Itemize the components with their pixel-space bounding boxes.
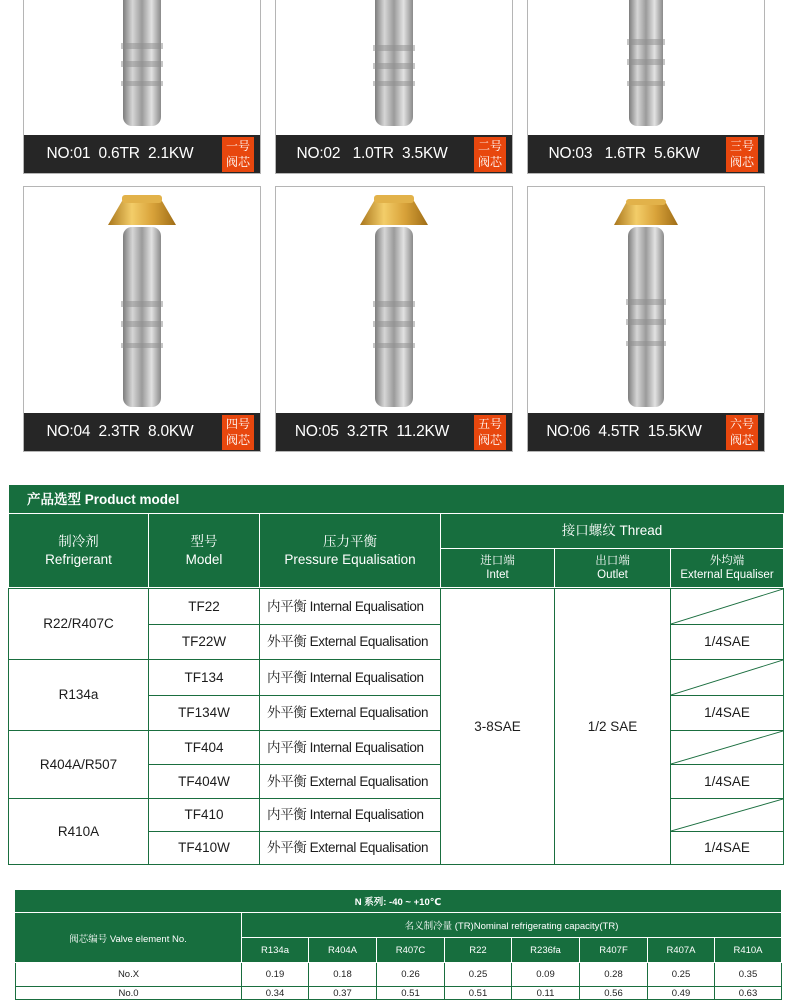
product-badge (726, 415, 758, 450)
valve-core-image (24, 0, 260, 133)
ext-equaliser-cell-empty (670, 588, 784, 625)
pressure-cell: 外平衡 External Equalisation (259, 624, 441, 660)
valve-core-photo (528, 0, 764, 133)
row-label: No.0 (15, 987, 242, 1000)
diagonal-line (671, 731, 783, 764)
refrigerant-cell: R410A (8, 798, 149, 865)
product-model-title: 产品选型 Product model (9, 485, 784, 514)
capacity-cell: 0.56 (580, 987, 648, 1000)
header-en: Intet (486, 569, 509, 581)
badge-number: 五号 (477, 417, 502, 431)
ext-equaliser-cell-empty (670, 659, 784, 696)
product-badge (726, 137, 758, 172)
badge-label: 阀芯 (477, 155, 502, 169)
capacity-cell: 0.09 (512, 963, 580, 987)
ext-equaliser-cell-empty (670, 730, 784, 765)
nominal-capacity-header: 名义制冷量 (TR)Nominal refrigerating capacity(TR) (242, 913, 782, 938)
header-cn: 制冷剂 (58, 533, 99, 549)
capacity-cell: 0.51 (445, 987, 512, 1000)
model-cell: TF22W (148, 624, 260, 660)
header-cn: 进口端 (480, 555, 515, 567)
ext-equaliser-cell-empty (670, 798, 784, 832)
col-header-r236fa: R236fa (512, 938, 580, 963)
model-cell: TF134 (148, 659, 260, 696)
badge-label: 阀芯 (477, 433, 502, 447)
col-header-r404a: R404A (309, 938, 377, 963)
capacity-cell: 0.51 (377, 987, 445, 1000)
col-header-r410a: R410A (715, 938, 782, 963)
col-header-r407f: R407F (580, 938, 648, 963)
col-header-r407c: R407C (377, 938, 445, 963)
model-cell: TF134W (148, 695, 260, 731)
model-cell: TF22 (148, 588, 260, 625)
diagonal-line (671, 799, 783, 831)
product-spec: NO:03 1.6TR 5.6KW (548, 145, 700, 162)
product-badge (474, 137, 506, 172)
capacity-cell: 0.25 (648, 963, 715, 987)
refrigerant-cell: R22/R407C (8, 588, 149, 660)
product-spec: NO:02 1.0TR 3.5KW (296, 145, 448, 162)
header-en: Refrigerant (45, 551, 112, 567)
ext-equaliser-header (670, 548, 784, 588)
capacity-cell: 0.26 (377, 963, 445, 987)
capacity-cell: 0.18 (309, 963, 377, 987)
product-caption-bar (528, 413, 764, 451)
product-model-table (9, 485, 784, 866)
capacity-cell: 0.28 (580, 963, 648, 987)
product-card-2 (275, 0, 513, 174)
model-cell: TF410W (148, 831, 260, 865)
capacity-cell: 0.25 (445, 963, 512, 987)
product-badge (222, 415, 254, 450)
product-spec: NO:01 0.6TR 2.1KW (46, 145, 194, 162)
badge-number: 四号 (225, 417, 250, 431)
pressure-cell: 内平衡 Internal Equalisation (259, 588, 441, 625)
inlet-header (440, 548, 555, 588)
product-card-6 (527, 186, 765, 452)
pressure-cell: 外平衡 External Equalisation (259, 764, 441, 799)
inlet-value: 3-8SAE (440, 588, 555, 865)
badge-label: 阀芯 (225, 433, 250, 447)
product-caption-bar (24, 413, 260, 451)
product-caption-bar (528, 135, 764, 173)
product-spec: NO:05 3.2TR 11.2KW (294, 423, 450, 440)
capacity-cell: 0.49 (648, 987, 715, 1000)
capacity-cell: 0.35 (715, 963, 782, 987)
product-badge (474, 415, 506, 450)
valve-core-photo (276, 0, 512, 133)
pressure-cell: 内平衡 Internal Equalisation (259, 798, 441, 832)
capacity-cell: 0.63 (715, 987, 782, 1000)
product-card-3 (527, 0, 765, 174)
badge-number: 三号 (729, 139, 754, 153)
ext-equaliser-cell: 1/4SAE (670, 624, 784, 660)
model-cell: TF404W (148, 764, 260, 799)
valve-core-image (528, 187, 764, 413)
badge-number: 二号 (477, 139, 502, 153)
refrigerant-cell: R134a (8, 659, 149, 731)
col-header-r134a: R134a (242, 938, 309, 963)
outlet-value: 1/2 SAE (554, 588, 671, 865)
header-en: Outlet (597, 569, 628, 581)
product-caption-bar (24, 135, 260, 173)
col-header-r22: R22 (445, 938, 512, 963)
valve-core-photo (528, 187, 764, 413)
valve-core-photo (24, 0, 260, 133)
capacity-cell: 0.19 (242, 963, 309, 987)
product-model-grid (9, 514, 784, 866)
header-en: External Equaliser (680, 569, 774, 581)
header-text: 接口螺纹 Thread (561, 523, 663, 538)
row-label: No.X (15, 963, 242, 987)
pressure-cell: 内平衡 Internal Equalisation (259, 730, 441, 765)
product-spec: NO:06 4.5TR 15.5KW (546, 423, 702, 440)
pressure-cell: 内平衡 Internal Equalisation (259, 659, 441, 696)
capacity-cell: 0.11 (512, 987, 580, 1000)
thread-header (440, 513, 784, 549)
ext-equaliser-cell: 1/4SAE (670, 695, 784, 731)
model-header (148, 513, 260, 588)
product-badge (222, 137, 254, 172)
col-header-r407a: R407A (648, 938, 715, 963)
valve-element-header: 阀芯编号 Valve element No. (15, 913, 242, 963)
badge-label: 阀芯 (225, 155, 250, 169)
ext-equaliser-cell: 1/4SAE (670, 764, 784, 799)
header-en: Model (185, 551, 223, 567)
model-cell: TF410 (148, 798, 260, 832)
pressure-cell: 外平衡 External Equalisation (259, 695, 441, 731)
capacity-title: N 系列: -40 ~ +10℃ (15, 890, 782, 913)
refrigerant-header (8, 513, 149, 588)
header-cn: 外均端 (709, 555, 745, 567)
badge-label: 阀芯 (729, 155, 754, 169)
valve-core-photo (24, 187, 260, 413)
valve-core-image (276, 0, 512, 133)
capacity-cell: 0.34 (242, 987, 309, 1000)
ext-equaliser-cell: 1/4SAE (670, 831, 784, 865)
product-spec: NO:04 2.3TR 8.0KW (46, 423, 194, 440)
refrigerant-cell: R404A/R507 (8, 730, 149, 799)
diagonal-line (671, 589, 783, 624)
valve-core-image (24, 187, 260, 413)
valve-core-image (276, 187, 512, 413)
product-card-4 (23, 186, 261, 452)
header-cn: 压力平衡 (322, 533, 377, 549)
diagonal-line (671, 660, 783, 695)
product-card-5 (275, 186, 513, 452)
pressure-cell: 外平衡 External Equalisation (259, 831, 441, 865)
product-caption-bar (276, 413, 512, 451)
product-card-1 (23, 0, 261, 174)
header-cn: 出口端 (595, 555, 630, 567)
badge-number: 六号 (729, 417, 754, 431)
valve-core-image (528, 0, 764, 133)
valve-core-photo (276, 187, 512, 413)
product-caption-bar (276, 135, 512, 173)
pressure-header (259, 513, 441, 588)
model-cell: TF404 (148, 730, 260, 765)
badge-number: 一号 (225, 139, 250, 153)
header-cn: 型号 (190, 533, 218, 549)
header-en: Pressure Equalisation (284, 551, 416, 567)
badge-label: 阀芯 (729, 433, 754, 447)
outlet-header (554, 548, 671, 588)
capacity-cell: 0.37 (309, 987, 377, 1000)
